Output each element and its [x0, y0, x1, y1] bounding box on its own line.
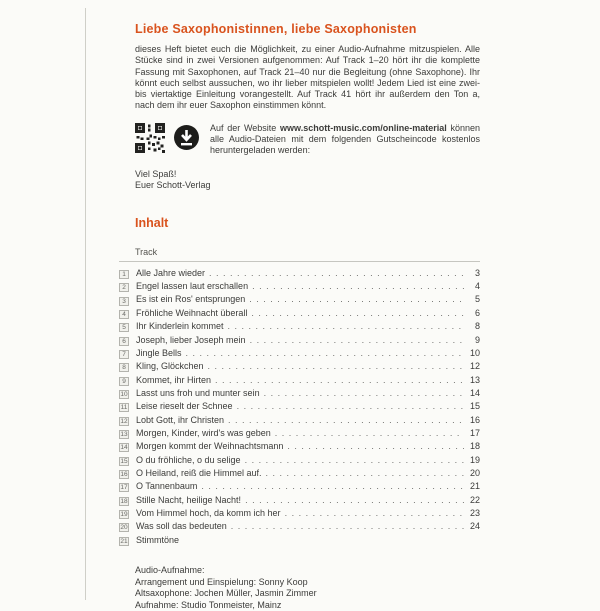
track-number: 11 [119, 403, 129, 412]
track-title: Ihr Kinderlein kommet [136, 321, 224, 331]
track-title: Es ist ein Ros' entsprungen [136, 294, 245, 304]
track-number: 19 [119, 510, 129, 519]
track-number: 20 [119, 523, 129, 532]
track-page-number: 14 [468, 388, 480, 398]
track-number: 21 [119, 537, 129, 546]
track-title: Was soll das bedeuten [136, 521, 227, 531]
dot-leader [264, 388, 464, 398]
track-number: 4 [119, 310, 129, 319]
track-page-number: 6 [468, 308, 480, 318]
track-row [119, 481, 480, 494]
dot-leader [245, 495, 464, 505]
signoff-line-2: Euer Schott-Verlag [135, 180, 480, 192]
track-row [119, 308, 480, 321]
track-number: 12 [119, 417, 129, 426]
track-title: O Tannenbaum [136, 481, 197, 491]
track-number: 18 [119, 497, 129, 506]
dot-leader [228, 415, 464, 425]
track-column-label: Track [135, 247, 480, 257]
dot-leader [285, 508, 464, 518]
track-page-number: 19 [468, 455, 480, 465]
track-row [119, 348, 480, 361]
track-row [119, 401, 480, 414]
track-number: 8 [119, 363, 129, 372]
track-page-number: 15 [468, 401, 480, 411]
track-number: 6 [119, 337, 129, 346]
track-number: 13 [119, 430, 129, 439]
dot-leader [250, 335, 464, 345]
dot-leader [252, 281, 464, 291]
page-content [135, 0, 480, 611]
track-title: O Heiland, reiß die Himmel auf. [136, 468, 262, 478]
credits-heading: Audio-Aufnahme: [135, 565, 480, 577]
download-instructions [210, 123, 480, 157]
track-title: Alle Jahre wieder [136, 268, 205, 278]
dot-leader [245, 455, 464, 465]
dot-leader [275, 428, 464, 438]
dot-leader [287, 441, 464, 451]
download-url: www.schott-music.com/online-material [280, 123, 447, 133]
signoff-line-1: Viel Spaß! [135, 169, 480, 181]
track-page-number: 12 [468, 361, 480, 371]
intro-paragraph: dieses Heft bietet euch die Möglichkeit, zu einer Audio-Aufnahme mitzuspielen. Alle Stücke sind in zwei Versionen aufgenommen: Auf Track 1–20 hört ihr die komplette Fassung mit Saxophonen, auf Track 21–40 nur die Begleitung (ohne Saxophone). Ihr könnt euch selbst aussuchen, wo ihr lieber mitspielen wollt! Jedem Lied ist eine zwei- bis viertaktige Einleitung vorangestellt. Auf Track 41 hört ihr außerdem den Ton a, nach dem ihr euer Saxophon einstimmen könnt. [135, 44, 480, 112]
track-row [119, 321, 480, 334]
track-number: 15 [119, 457, 129, 466]
track-number: 5 [119, 323, 129, 332]
qr-code-icon [135, 123, 165, 158]
track-row [119, 535, 480, 548]
dot-leader [209, 268, 464, 278]
credits-line: Altsaxophone: Jochen Müller, Jasmin Zimmer [135, 588, 480, 600]
dot-leader [249, 294, 464, 304]
track-row [119, 388, 480, 401]
track-title: Jingle Bells [136, 348, 182, 358]
dot-leader [251, 308, 464, 318]
page-margin-line [85, 8, 86, 600]
dot-leader [228, 321, 464, 331]
track-row [119, 415, 480, 428]
credits-line: Arrangement und Einspielung: Sonny Koop [135, 577, 480, 589]
track-page-number: 5 [468, 294, 480, 304]
track-title: Kling, Glöckchen [136, 361, 204, 371]
track-page-number: 17 [468, 428, 480, 438]
track-number: 16 [119, 470, 129, 479]
page-title: Liebe Saxophonistinnen, liebe Saxophonisten [135, 22, 480, 36]
track-page-number: 20 [468, 468, 480, 478]
track-title: O du fröhliche, o du selige [136, 455, 241, 465]
track-number: 3 [119, 297, 129, 306]
track-row [119, 294, 480, 307]
contents-heading: Inhalt [135, 216, 480, 230]
track-row [119, 281, 480, 294]
download-text-before: Auf der Website [210, 123, 280, 133]
track-number: 14 [119, 443, 129, 452]
track-title: Stille Nacht, heilige Nacht! [136, 495, 241, 505]
track-row [119, 428, 480, 441]
track-row [119, 361, 480, 374]
track-number: 2 [119, 283, 129, 292]
track-title: Engel lassen laut erschallen [136, 281, 248, 291]
track-number: 17 [119, 483, 129, 492]
dot-leader [266, 468, 464, 478]
dot-leader [186, 348, 464, 358]
signoff [135, 169, 480, 192]
dot-leader [215, 375, 464, 385]
track-row [119, 441, 480, 454]
track-title: Lasst uns froh und munter sein [136, 388, 260, 398]
track-page-number: 9 [468, 335, 480, 345]
track-list [119, 268, 480, 548]
download-text-after: können alle Audio-Dateien mit dem folgenden Gutscheincode kostenlos heruntergeladen werden: [210, 123, 480, 156]
dot-leader [231, 521, 464, 531]
track-page-number: 13 [468, 375, 480, 385]
track-page-number: 22 [468, 495, 480, 505]
track-title: Morgen kommt der Weihnachtsmann [136, 441, 283, 451]
credits-block [135, 565, 480, 611]
track-page-number: 3 [468, 268, 480, 278]
track-title: Kommet, ihr Hirten [136, 375, 211, 385]
track-number: 7 [119, 350, 129, 359]
track-page-number: 10 [468, 348, 480, 358]
credits-line: Aufnahme: Studio Tonmeister, Mainz [135, 600, 480, 611]
track-page-number: 18 [468, 441, 480, 451]
track-page-number: 16 [468, 415, 480, 425]
header-rule [119, 261, 480, 262]
track-row [119, 455, 480, 468]
track-title: Stimmtöne [136, 535, 179, 545]
track-row [119, 335, 480, 348]
track-row [119, 521, 480, 534]
dot-leader [201, 481, 464, 491]
track-row [119, 268, 480, 281]
track-page-number: 21 [468, 481, 480, 491]
track-title: Joseph, lieber Joseph mein [136, 335, 246, 345]
track-title: Lobt Gott, ihr Christen [136, 415, 224, 425]
track-number: 10 [119, 390, 129, 399]
track-row [119, 468, 480, 481]
track-number: 9 [119, 377, 129, 386]
track-title: Vom Himmel hoch, da komm ich her [136, 508, 281, 518]
track-title: Fröhliche Weihnacht überall [136, 308, 247, 318]
track-title: Leise rieselt der Schnee [136, 401, 233, 411]
track-number: 1 [119, 270, 129, 279]
track-title: Morgen, Kinder, wird's was geben [136, 428, 271, 438]
download-icon [173, 124, 200, 156]
track-row [119, 508, 480, 521]
track-page-number: 4 [468, 281, 480, 291]
download-info-block [135, 123, 480, 158]
dot-leader [237, 401, 464, 411]
track-page-number: 23 [468, 508, 480, 518]
track-page-number: 24 [468, 521, 480, 531]
track-row [119, 375, 480, 388]
dot-leader [208, 361, 464, 371]
track-page-number: 8 [468, 321, 480, 331]
track-row [119, 495, 480, 508]
